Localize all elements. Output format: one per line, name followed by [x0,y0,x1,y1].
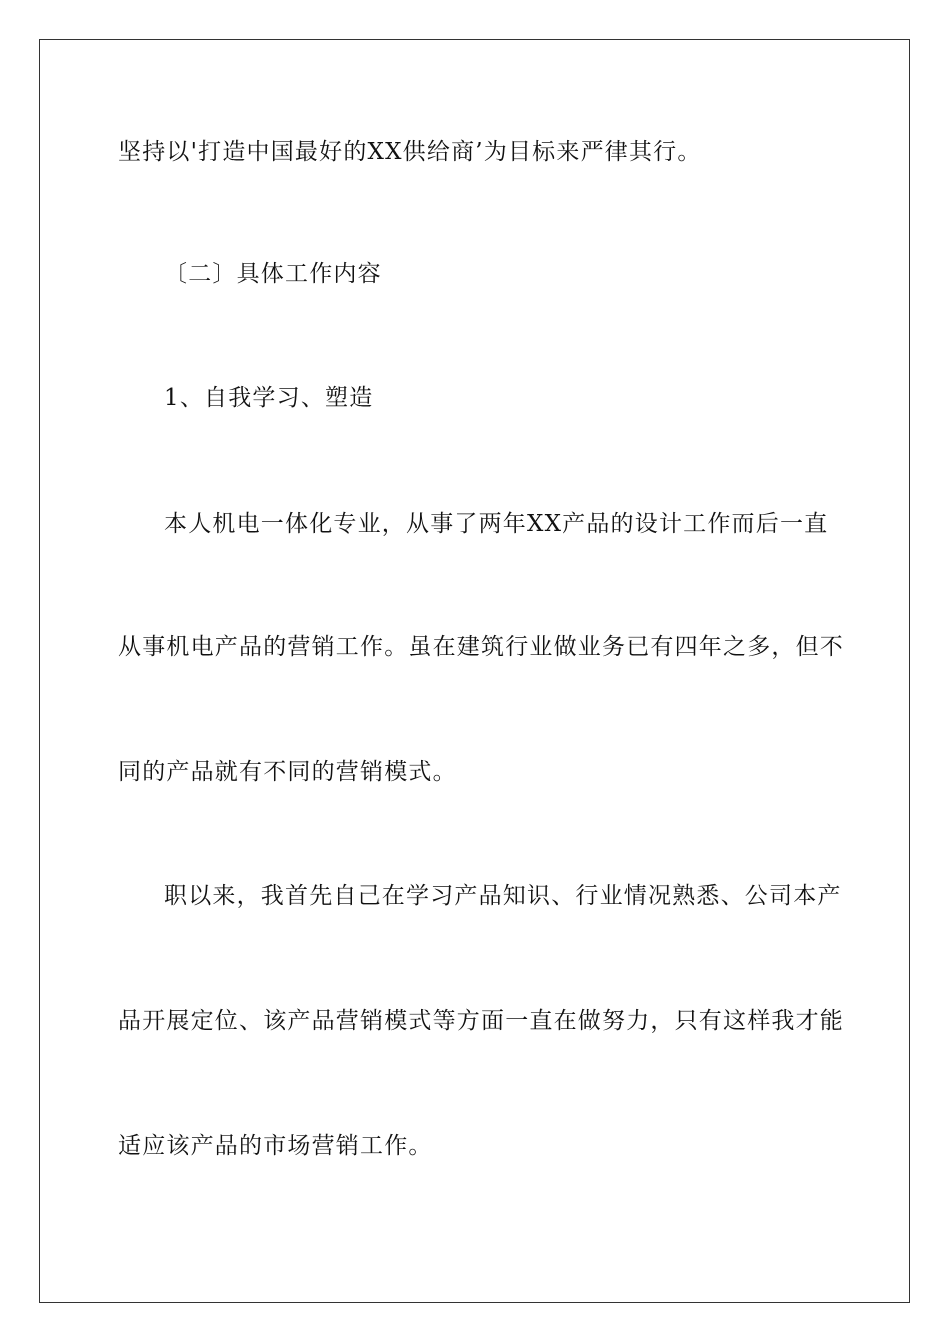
page-border [39,39,910,1303]
paragraph-line: 同的产品就有不同的营销模式。 [118,759,457,785]
subsection-heading: 1、自我学习、塑造 [164,385,374,411]
paragraph-line: 坚持以'打造中国最好的XX供给商’为目标来严律其行。 [118,139,702,165]
paragraph-line: 职以来，我首先自己在学习产品知识、行业情况熟悉、公司本产 [164,883,842,909]
paragraph-line: 从事机电产品的营销工作。虽在建筑行业做业务已有四年之多，但不 [118,634,844,660]
section-heading: 〔二〕具体工作内容 [164,261,382,287]
paragraph-line: 本人机电一体化专业，从事了两年XX产品的设计工作而后一直 [164,511,829,537]
paragraph-line: 品开展定位、该产品营销模式等方面一直在做努力，只有这样我才能 [118,1008,844,1034]
paragraph-line: 适应该产品的市场营销工作。 [118,1133,433,1159]
